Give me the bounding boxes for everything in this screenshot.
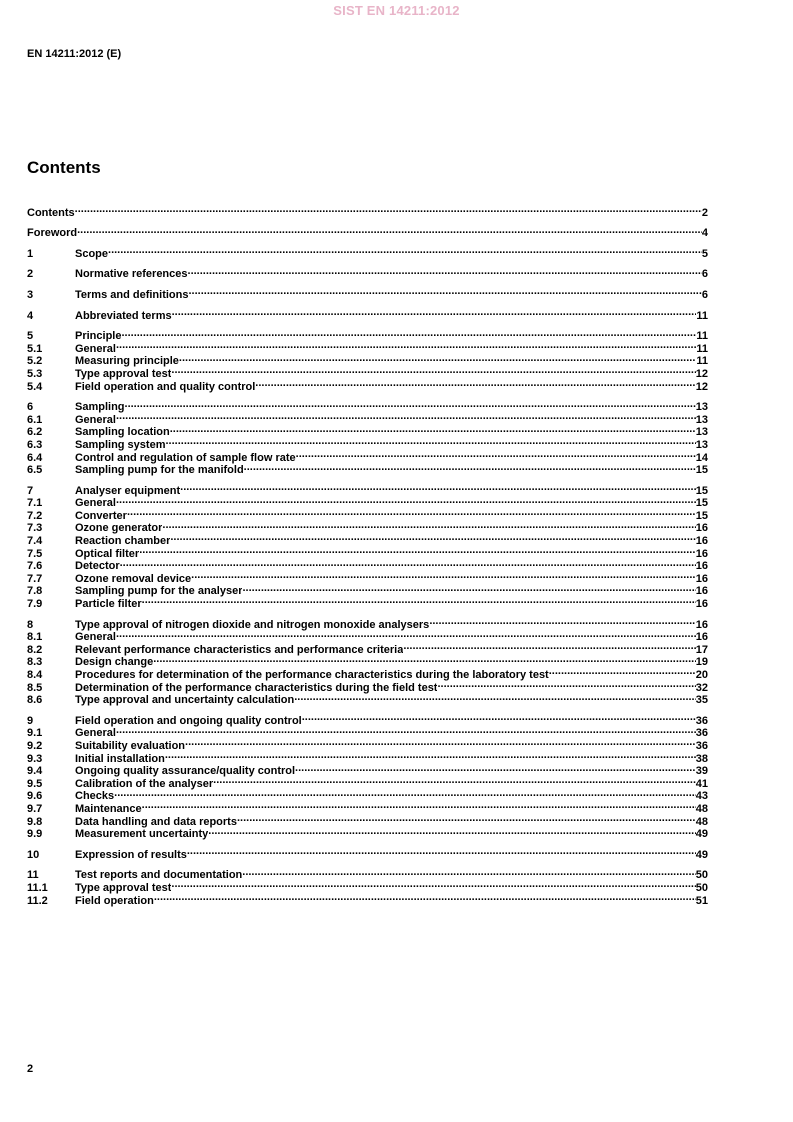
toc-entry-title: Terms and definitions [75,288,189,301]
toc-entry[interactable] [27,481,708,497]
toc-entry[interactable] [27,845,708,861]
toc-entry-title: Data handling and data reports [75,815,237,828]
toc-entry-title: Field operation and ongoing quality control [75,714,302,727]
toc-leader-dots [120,557,696,570]
toc-group [27,203,708,219]
toc-entry-page: 6 [701,288,708,301]
toc-leader-dots [116,339,696,352]
toc-entry[interactable] [27,711,708,727]
toc-group [27,615,708,707]
toc-entry-number: 9.4 [27,765,43,778]
toc-entry-title: Type approval and uncertainty calculation [75,694,295,707]
toc-entry-page: 36 [695,739,708,752]
toc-leader-dots [180,481,696,494]
toc-entry[interactable] [27,569,708,585]
toc-entry[interactable] [27,224,708,240]
toc-entry[interactable] [27,736,708,752]
toc-entry-page: 16 [695,522,708,535]
toc-leader-dots [127,506,696,519]
toc-entry-number: 8.2 [27,643,43,656]
toc-leader-dots [75,203,702,216]
toc-entry-title: Particle filter [75,598,142,611]
toc-leader-dots [179,352,696,365]
toc-entry-page: 20 [695,669,708,681]
toc-entry-page: 16 [695,585,708,598]
toc-entry-number: 6 [27,401,34,414]
toc-entry-title: Ozone generator [75,522,163,535]
toc-group [27,711,708,841]
toc-entry-title: Analyser equipment [75,484,181,497]
toc-entry-number: 9.2 [27,739,43,752]
toc-entry-title: Measuring principle [75,355,179,368]
toc-entry-page: 16 [695,547,708,560]
toc-entry-number: 9 [27,714,34,727]
toc-entry-page: 4 [701,227,708,240]
toc-entry-number: 7.1 [27,497,43,510]
toc-entry-page: 16 [695,572,708,585]
toc-entry-number: 9.3 [27,752,43,765]
toc-entry-page: 51 [695,894,708,907]
toc-entry-title: Ongoing quality assurance/quality control [75,765,296,778]
toc-entry-page: 19 [695,656,708,669]
toc-group [27,244,708,260]
table-of-contents [27,203,708,912]
toc-leader-dots [437,678,695,691]
toc-entry-title: General [75,497,116,510]
toc-entry[interactable] [27,423,708,439]
toc-leader-dots [142,799,696,812]
toc-entry-number: 8.1 [27,631,43,644]
toc-entry[interactable] [27,244,708,260]
toc-entry-title: Field operation and quality control [75,380,256,393]
toc-entry-number: 9.6 [27,790,43,803]
toc-entry-title: Optical filter [75,547,140,560]
toc-entry-page: 41 [695,777,708,790]
toc-entry-number: 2 [27,268,34,281]
toc-leader-dots [108,244,702,257]
toc-group [27,866,708,907]
toc-entry-page: 49 [695,848,708,861]
toc-leader-dots [139,544,696,557]
toc-entry-page: 15 [695,509,708,522]
toc-entry-page: 5 [701,247,708,260]
toc-entry-page: 50 [695,881,708,894]
toc-entry-title: Checks [75,790,115,803]
page-title: Contents [27,158,101,177]
toc-entry-number: 9.5 [27,777,43,790]
toc-entry-page: 13 [695,438,708,451]
toc-entry-title: Sampling pump for the manifold [75,464,244,477]
toc-leader-dots [154,891,696,904]
toc-entry-title: Type approval test [75,881,172,894]
toc-entry-page: 12 [695,367,708,380]
toc-leader-dots [172,306,697,319]
toc-entry-title: Expression of results [75,848,187,861]
toc-entry-number: 6.4 [27,451,43,464]
toc-entry-title: Determination of the performance characteristics during the field test [75,681,438,694]
toc-entry-number: 6.1 [27,413,43,426]
toc-entry-title: Sampling system [75,438,166,451]
toc-entry-page: 50 [695,869,708,882]
toc-entry-page: 11 [696,342,708,355]
toc-group [27,224,708,240]
toc-entry-page: 16 [695,598,708,611]
toc-leader-dots [237,812,696,825]
toc-entry-number: 7.8 [27,585,43,598]
toc-entry-title: General [75,342,116,355]
toc-leader-dots [125,398,696,411]
toc-entry-page: 11 [696,355,708,368]
toc-group [27,845,708,861]
toc-entry-number: 7 [27,484,34,497]
toc-entry-title: Field operation [75,894,154,907]
toc-leader-dots [242,582,695,595]
toc-entry-page: 13 [695,413,708,426]
toc-entry-number: 5.2 [27,355,43,368]
toc-leader-dots [170,423,696,436]
toc-entry-page: 32 [695,681,708,694]
toc-leader-dots [153,653,696,666]
toc-entry-number: 5 [27,330,34,343]
toc-leader-dots [77,224,702,237]
toc-entry-page: 2 [701,206,708,219]
toc-leader-dots [116,724,696,737]
page-number-footer: 2 [27,1063,34,1075]
toc-leader-dots [121,327,696,340]
toc-entry-number: 8.3 [27,656,43,669]
toc-entry[interactable] [27,724,708,740]
toc-entry-number: 6.5 [27,464,43,477]
toc-leader-dots [302,711,696,724]
toc-entry-page: 11 [696,309,708,322]
toc-leader-dots [171,878,695,891]
toc-leader-dots [191,569,696,582]
toc-leader-dots [116,628,696,641]
toc-entry-page: 13 [695,401,708,414]
toc-entry-number: 8.6 [27,694,43,707]
toc-entry-page: 36 [695,714,708,727]
toc-entry-title: Sampling pump for the analyser [75,585,243,598]
toc-leader-dots [162,519,695,532]
toc-leader-dots [549,665,696,678]
toc-entry-title: Principle [75,330,122,343]
toc-entry-title: Scope [75,247,109,260]
toc-entry-number: 5.4 [27,380,43,393]
toc-entry[interactable] [27,640,708,656]
toc-entry-title: Converter [75,509,127,522]
toc-leader-dots [403,640,695,653]
toc-entry-number: 6.3 [27,438,43,451]
toc-entry[interactable] [27,494,708,510]
toc-leader-dots [171,364,695,377]
toc-leader-dots [142,594,696,607]
toc-group [27,327,708,393]
toc-entry-title: Calibration of the analyser [75,777,214,790]
toc-leader-dots [244,461,696,474]
toc-entry-title: Reaction chamber [75,535,171,548]
toc-entry-number: 7.3 [27,522,43,535]
toc-entry-number: 4 [27,309,34,322]
toc-entry-title: General [75,413,116,426]
toc-entry-number: 7.5 [27,547,43,560]
toc-entry[interactable] [27,285,708,301]
toc-entry-title: General [75,727,116,740]
toc-entry-number: 6.2 [27,426,43,439]
toc-entry-title: Type approval test [75,367,172,380]
toc-entry-page: 36 [695,727,708,740]
toc-entry[interactable] [27,306,708,322]
toc-entry-title: Abbreviated terms [75,309,172,322]
toc-group [27,285,708,301]
toc-entry-page: 15 [695,497,708,510]
toc-leader-dots [188,285,701,298]
toc-entry[interactable] [27,615,708,631]
toc-entry-number: 3 [27,288,34,301]
toc-entry-number: 9.1 [27,727,43,740]
toc-entry-number: 9.7 [27,802,43,815]
toc-entry-title: Normative references [75,268,188,281]
toc-entry[interactable] [27,557,708,573]
toc-entry-number: 1 [27,247,34,260]
toc-entry-page: 48 [695,802,708,815]
toc-group [27,306,708,322]
toc-leader-dots [165,435,695,448]
toc-entry[interactable] [27,410,708,426]
toc-leader-dots [242,866,695,879]
toc-entry-title: Initial installation [75,752,165,765]
toc-entry[interactable] [27,339,708,355]
toc-entry-page: 16 [695,631,708,644]
toc-group [27,481,708,611]
toc-leader-dots [208,825,695,838]
document-id-header: EN 14211:2012 (E) [27,48,122,60]
toc-entry-number: 7.4 [27,535,43,548]
toc-entry-number: 10 [27,848,40,861]
toc-entry-number: 7.7 [27,572,43,585]
toc-entry-page: 49 [695,828,708,841]
toc-entry-page: 6 [701,268,708,281]
toc-leader-dots [185,736,696,749]
toc-entry[interactable] [27,866,708,882]
toc-entry-number: 5.3 [27,367,43,380]
toc-entry-title: Contents [27,206,75,219]
toc-entry-number: 8.5 [27,681,43,694]
toc-entry-page: 16 [695,560,708,573]
toc-entry-page: 39 [695,765,708,778]
toc-leader-dots [295,762,696,775]
toc-entry-page: 35 [695,694,708,707]
toc-entry-page: 15 [695,484,708,497]
toc-leader-dots [187,845,696,858]
toc-entry-page: 16 [695,535,708,548]
toc-entry-number: 9.8 [27,815,43,828]
toc-entry-title: Detector [75,560,120,573]
toc-entry-page: 43 [695,790,708,803]
toc-leader-dots [296,448,696,461]
toc-entry-page: 11 [696,330,708,343]
toc-entry-page: 13 [695,426,708,439]
toc-leader-dots [116,410,696,423]
toc-entry-number: 11 [27,869,39,882]
toc-entry-title: Sampling [75,401,125,414]
toc-entry-page: 16 [695,618,708,631]
toc-entry[interactable] [27,327,708,343]
toc-entry-number: 11.2 [27,894,48,907]
toc-entry-number: 9.9 [27,828,43,841]
toc-leader-dots [114,787,696,800]
toc-entry-number: 8 [27,618,34,631]
toc-leader-dots [255,377,695,390]
toc-entry[interactable] [27,787,708,803]
toc-entry-page: 12 [695,380,708,393]
toc-entry-title: Suitability evaluation [75,739,186,752]
toc-entry-title: Control and regulation of sample flow rate [75,451,296,464]
toc-entry-title: Maintenance [75,802,142,815]
toc-leader-dots [165,749,696,762]
toc-entry-page: 48 [695,815,708,828]
toc-entry-page: 38 [695,752,708,765]
toc-entry-title: General [75,631,116,644]
toc-entry[interactable] [27,519,708,535]
toc-entry[interactable] [27,506,708,522]
toc-leader-dots [170,531,695,544]
watermark: SIST EN 14211:2012 [333,3,460,18]
toc-entry-title: Ozone removal device [75,572,192,585]
toc-entry-title: Measurement uncertainty [75,828,209,841]
toc-entry-number: 11.1 [27,881,48,894]
toc-entry[interactable] [27,203,708,219]
toc-entry[interactable] [27,628,708,644]
toc-entry-title: Procedures for determination of the performance characteristics during the laboratory test [75,669,549,681]
toc-entry-title: Test reports and documentation [75,869,243,882]
toc-entry-number: 7.2 [27,509,43,522]
toc-entry-page: 14 [695,451,708,464]
toc-entry-title: Design change [75,656,154,669]
toc-leader-dots [116,494,696,507]
toc-leader-dots [294,691,696,704]
toc-entry-title: Type approval of nitrogen dioxide and nitrogen monoxide analysers [75,618,430,631]
toc-group [27,265,708,281]
toc-entry-title: Foreword [27,227,78,240]
toc-entry[interactable] [27,799,708,815]
toc-entry-number: 8.4 [27,669,43,681]
toc-leader-dots [429,615,695,628]
toc-group [27,398,708,477]
toc-entry-page: 17 [695,643,708,656]
toc-entry[interactable] [27,265,708,281]
toc-leader-dots [213,774,696,787]
toc-entry[interactable] [27,352,708,368]
toc-entry-number: 7.6 [27,560,43,573]
toc-entry-title: Relevant performance characteristics and performance criteria [75,643,404,656]
toc-entry[interactable] [27,398,708,414]
toc-leader-dots [188,265,702,278]
toc-entry-number: 5.1 [27,342,43,355]
toc-entry-number: 7.9 [27,598,43,611]
toc-entry-page: 15 [695,464,708,477]
toc-entry-title: Sampling location [75,426,170,439]
